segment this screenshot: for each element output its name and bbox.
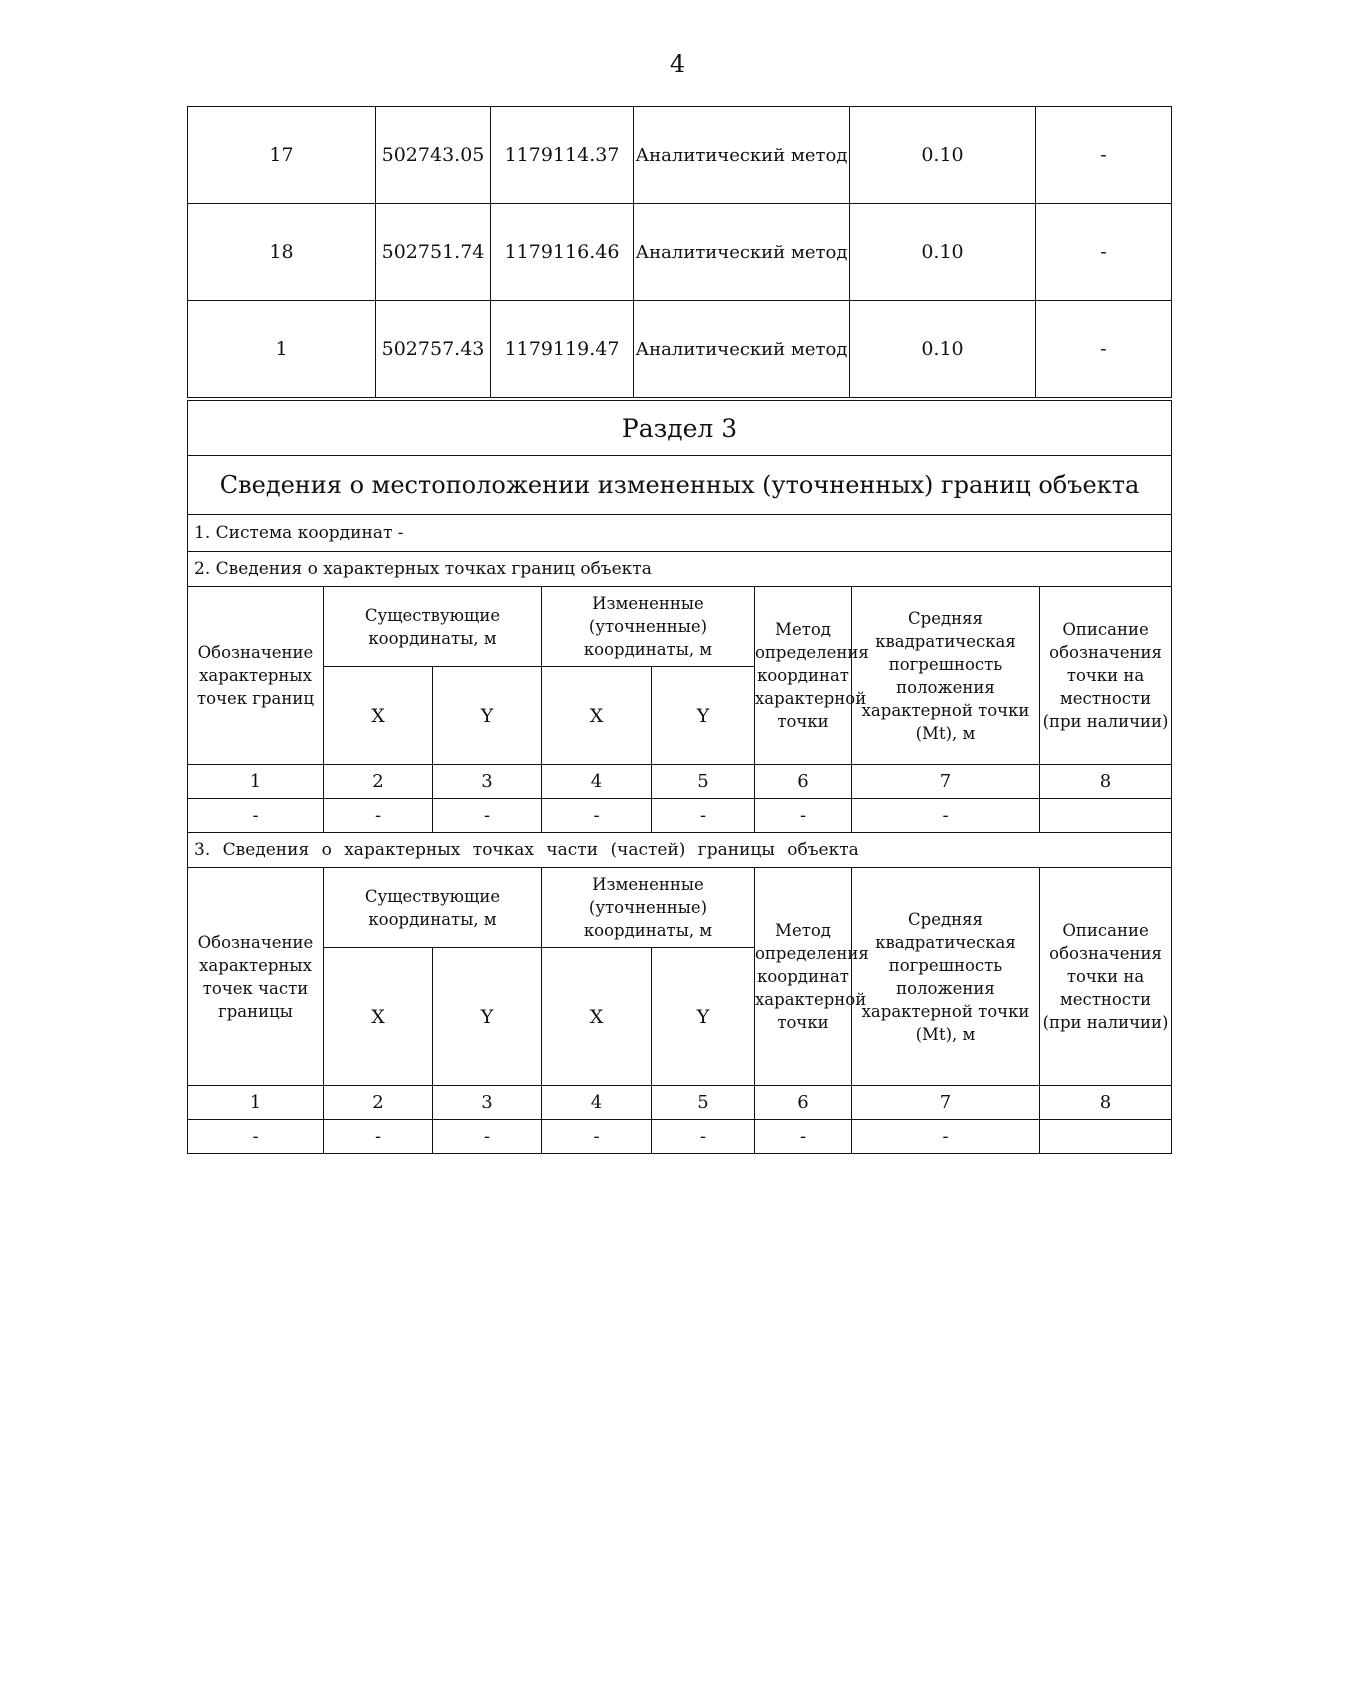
cell: -	[852, 1120, 1040, 1154]
cell: -	[324, 799, 433, 833]
description: -	[1036, 204, 1172, 301]
section-title: Раздел 3	[188, 401, 1172, 456]
column-number: 2	[324, 765, 433, 799]
coordinates-table-continuation	[187, 106, 1172, 398]
column-numbers-row	[188, 765, 1172, 799]
header-existing-x: X	[324, 948, 433, 1086]
coord-x: 502743.05	[376, 107, 491, 204]
header-existing-coords: Существующие координаты, м	[324, 587, 542, 667]
cell: -	[852, 799, 1040, 833]
cell: -	[542, 1120, 652, 1154]
header-method: Метод определения координат характерной точки	[755, 868, 852, 1086]
header-existing-y: Y	[433, 667, 542, 765]
cell: -	[433, 799, 542, 833]
column-number: 8	[1040, 765, 1172, 799]
column-number: 6	[755, 765, 852, 799]
header-existing-x: X	[324, 667, 433, 765]
header-changed-coords: Измененные (уточненные) координаты, м	[542, 868, 755, 948]
mt-value: 0.10	[850, 107, 1036, 204]
column-number: 4	[542, 765, 652, 799]
cell	[1040, 799, 1172, 833]
point-number: 18	[188, 204, 376, 301]
cell: -	[755, 1120, 852, 1154]
column-number: 7	[852, 1086, 1040, 1120]
cell	[1040, 1120, 1172, 1154]
table-row	[188, 1120, 1172, 1154]
coord-x: 502757.43	[376, 301, 491, 398]
method: Аналитический метод	[634, 204, 850, 301]
coord-y: 1179116.46	[491, 204, 634, 301]
method: Аналитический метод	[634, 107, 850, 204]
mt-value: 0.10	[850, 204, 1036, 301]
method: Аналитический метод	[634, 301, 850, 398]
cell: -	[324, 1120, 433, 1154]
table-row	[188, 107, 1172, 204]
coord-x: 502751.74	[376, 204, 491, 301]
point-number: 17	[188, 107, 376, 204]
part-points-label: 3. Сведения о характерных точках части (частей) границы объекта	[188, 833, 1172, 868]
column-number: 8	[1040, 1086, 1172, 1120]
header-method: Метод определения координат характерной точки	[755, 587, 852, 765]
cell: -	[188, 799, 324, 833]
page-number: 4	[669, 50, 686, 78]
coordinate-system-label: 1. Система координат -	[188, 515, 1172, 552]
header-changed-coords: Измененные (уточненные) координаты, м	[542, 587, 755, 667]
column-number: 6	[755, 1086, 852, 1120]
point-number: 1	[188, 301, 376, 398]
column-number: 4	[542, 1086, 652, 1120]
header-changed-y: Y	[652, 948, 755, 1086]
table-row	[188, 301, 1172, 398]
column-number: 3	[433, 765, 542, 799]
header-existing-y: Y	[433, 948, 542, 1086]
mt-value: 0.10	[850, 301, 1036, 398]
table-row	[188, 799, 1172, 833]
header-description: Описание обозначения точки на местности (при наличии)	[1040, 868, 1172, 1086]
column-number: 3	[433, 1086, 542, 1120]
coord-y: 1179119.47	[491, 301, 634, 398]
column-number: 5	[652, 1086, 755, 1120]
coord-y: 1179114.37	[491, 107, 634, 204]
cell: -	[188, 1120, 324, 1154]
description: -	[1036, 301, 1172, 398]
boundary-points-label: 2. Сведения о характерных точках границ объекта	[188, 552, 1172, 587]
header-description: Описание обозначения точки на местности (при наличии)	[1040, 587, 1172, 765]
header-mt: Средняя квадратическая погрешность положения характерной точки (Mt), м	[852, 868, 1040, 1086]
cell: -	[652, 799, 755, 833]
header-changed-x: X	[542, 948, 652, 1086]
header-changed-x: X	[542, 667, 652, 765]
description: -	[1036, 107, 1172, 204]
header-existing-coords: Существующие координаты, м	[324, 868, 542, 948]
column-numbers-row	[188, 1086, 1172, 1120]
column-number: 2	[324, 1086, 433, 1120]
column-number: 1	[188, 1086, 324, 1120]
cell: -	[755, 799, 852, 833]
header-designation: Обозначение характерных точек границ	[188, 587, 324, 765]
cell: -	[652, 1120, 755, 1154]
header-mt: Средняя квадратическая погрешность положения характерной точки (Mt), м	[852, 587, 1040, 765]
header-designation: Обозначение характерных точек части границы	[188, 868, 324, 1086]
column-number: 7	[852, 765, 1040, 799]
column-number: 5	[652, 765, 755, 799]
table-row	[188, 204, 1172, 301]
header-changed-y: Y	[652, 667, 755, 765]
column-number: 1	[188, 765, 324, 799]
cell: -	[542, 799, 652, 833]
section-3-table	[187, 400, 1172, 1154]
section-heading: Сведения о местоположении измененных (уточненных) границ объекта	[188, 456, 1172, 515]
cell: -	[433, 1120, 542, 1154]
